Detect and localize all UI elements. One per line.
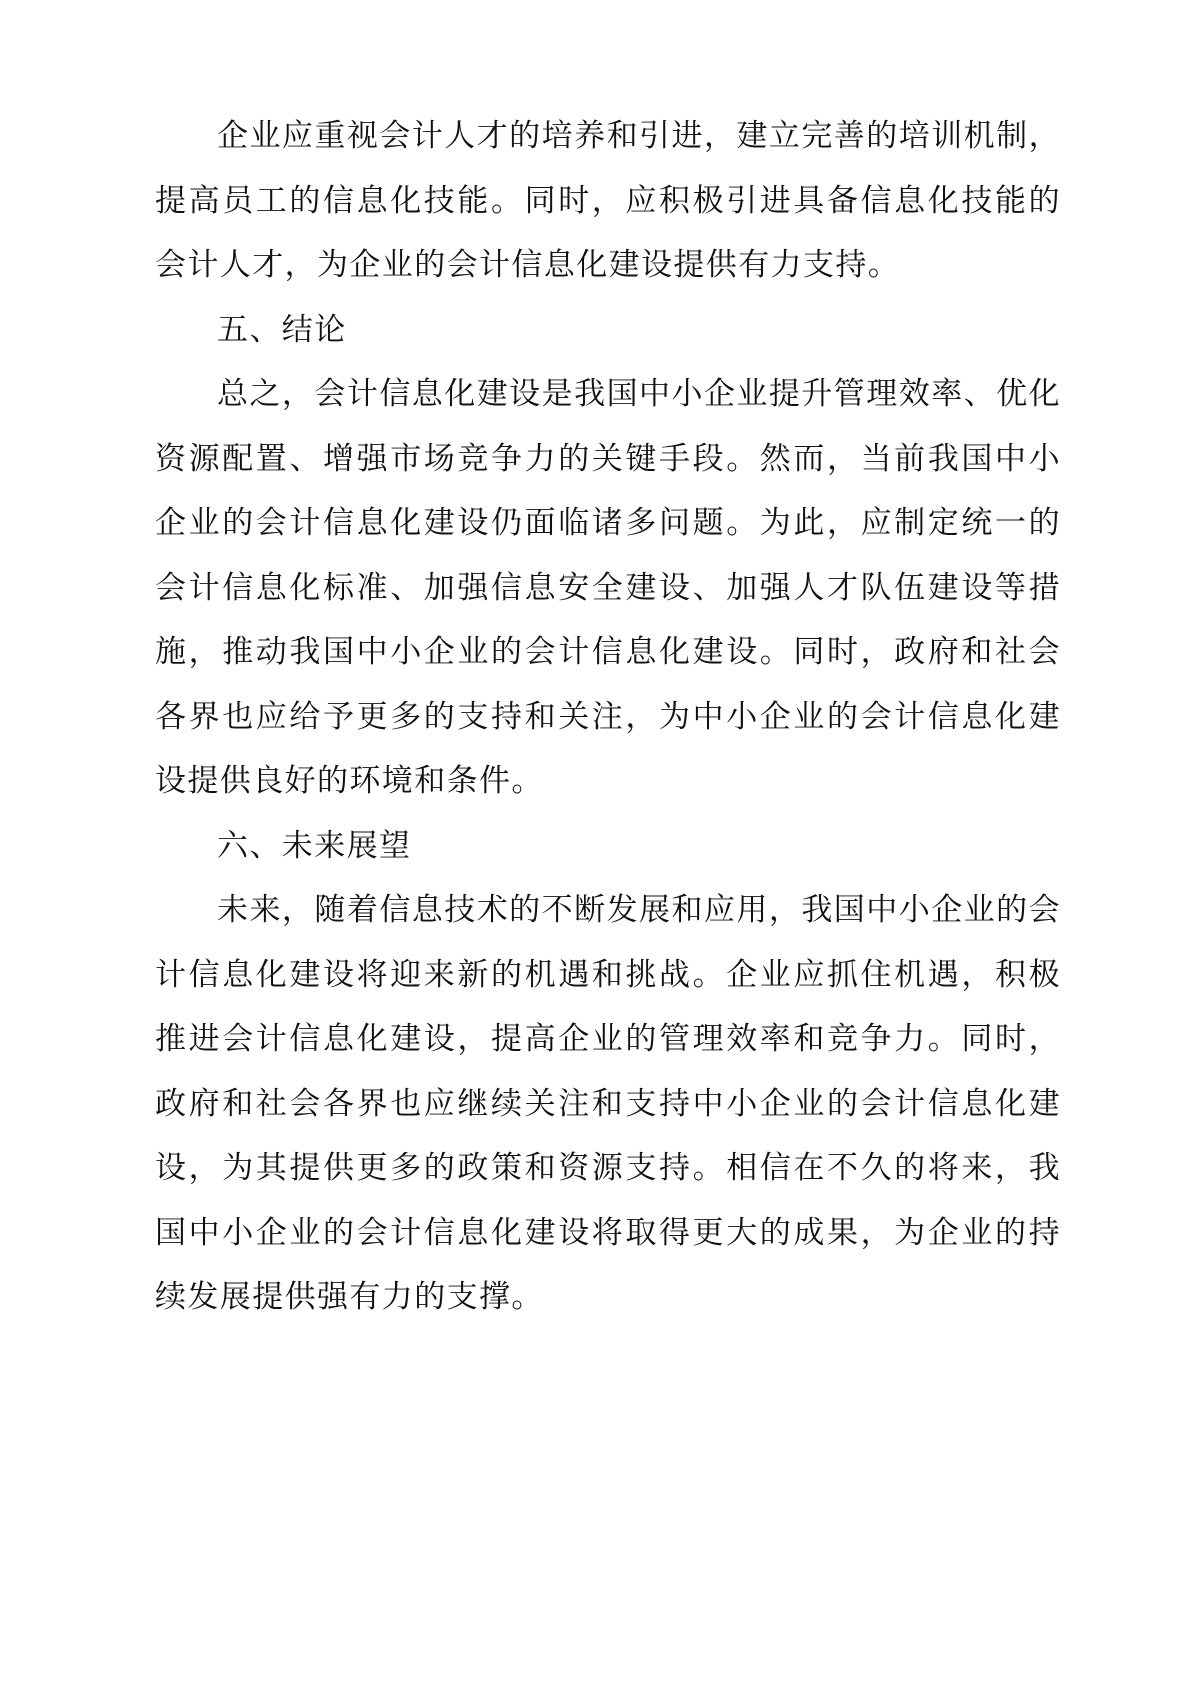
outlook-heading: 六、未来展望 bbox=[217, 827, 412, 864]
conclusion-paragraph: 总之，会计信息化建设是我国中小企业提升管理效率、优化资源配置、增强市场竞争力的关键手段。然而，当前我国中小企业的会计信息化建设仍面临诸多问题。为此，应制定统一的会计信息化标准、加强信息安全建设、加强人才队伍建设等措施，推动我国中小企业的会计信息化建设。同时，政府和社会各界也应给予更多的支持和关注，为中小企业的会计信息化建设提供良好的环境和条件。 bbox=[155, 376, 1061, 799]
document-body bbox=[155, 104, 1061, 1330]
talent-paragraph: 企业应重视会计人才的培养和引进，建立完善的培训机制，提高员工的信息化技能。同时，应积极引进具备信息化技能的会计人才，为企业的会计信息化建设提供有力支持。 bbox=[155, 118, 1061, 283]
conclusion-heading: 五、结论 bbox=[217, 311, 347, 348]
outlook-paragraph: 未来，随着信息技术的不断发展和应用，我国中小企业的会计信息化建设将迎来新的机遇和挑战。企业应抓住机遇，积极推进会计信息化建设，提高企业的管理效率和竞争力。同时，政府和社会各界也应继续关注和支持中小企业的会计信息化建设，为其提供更多的政策和资源支持。相信在不久的将来，我国中小企业的会计信息化建设将取得更大的成果，为企业的持续发展提供强有力的支撑。 bbox=[155, 892, 1061, 1315]
